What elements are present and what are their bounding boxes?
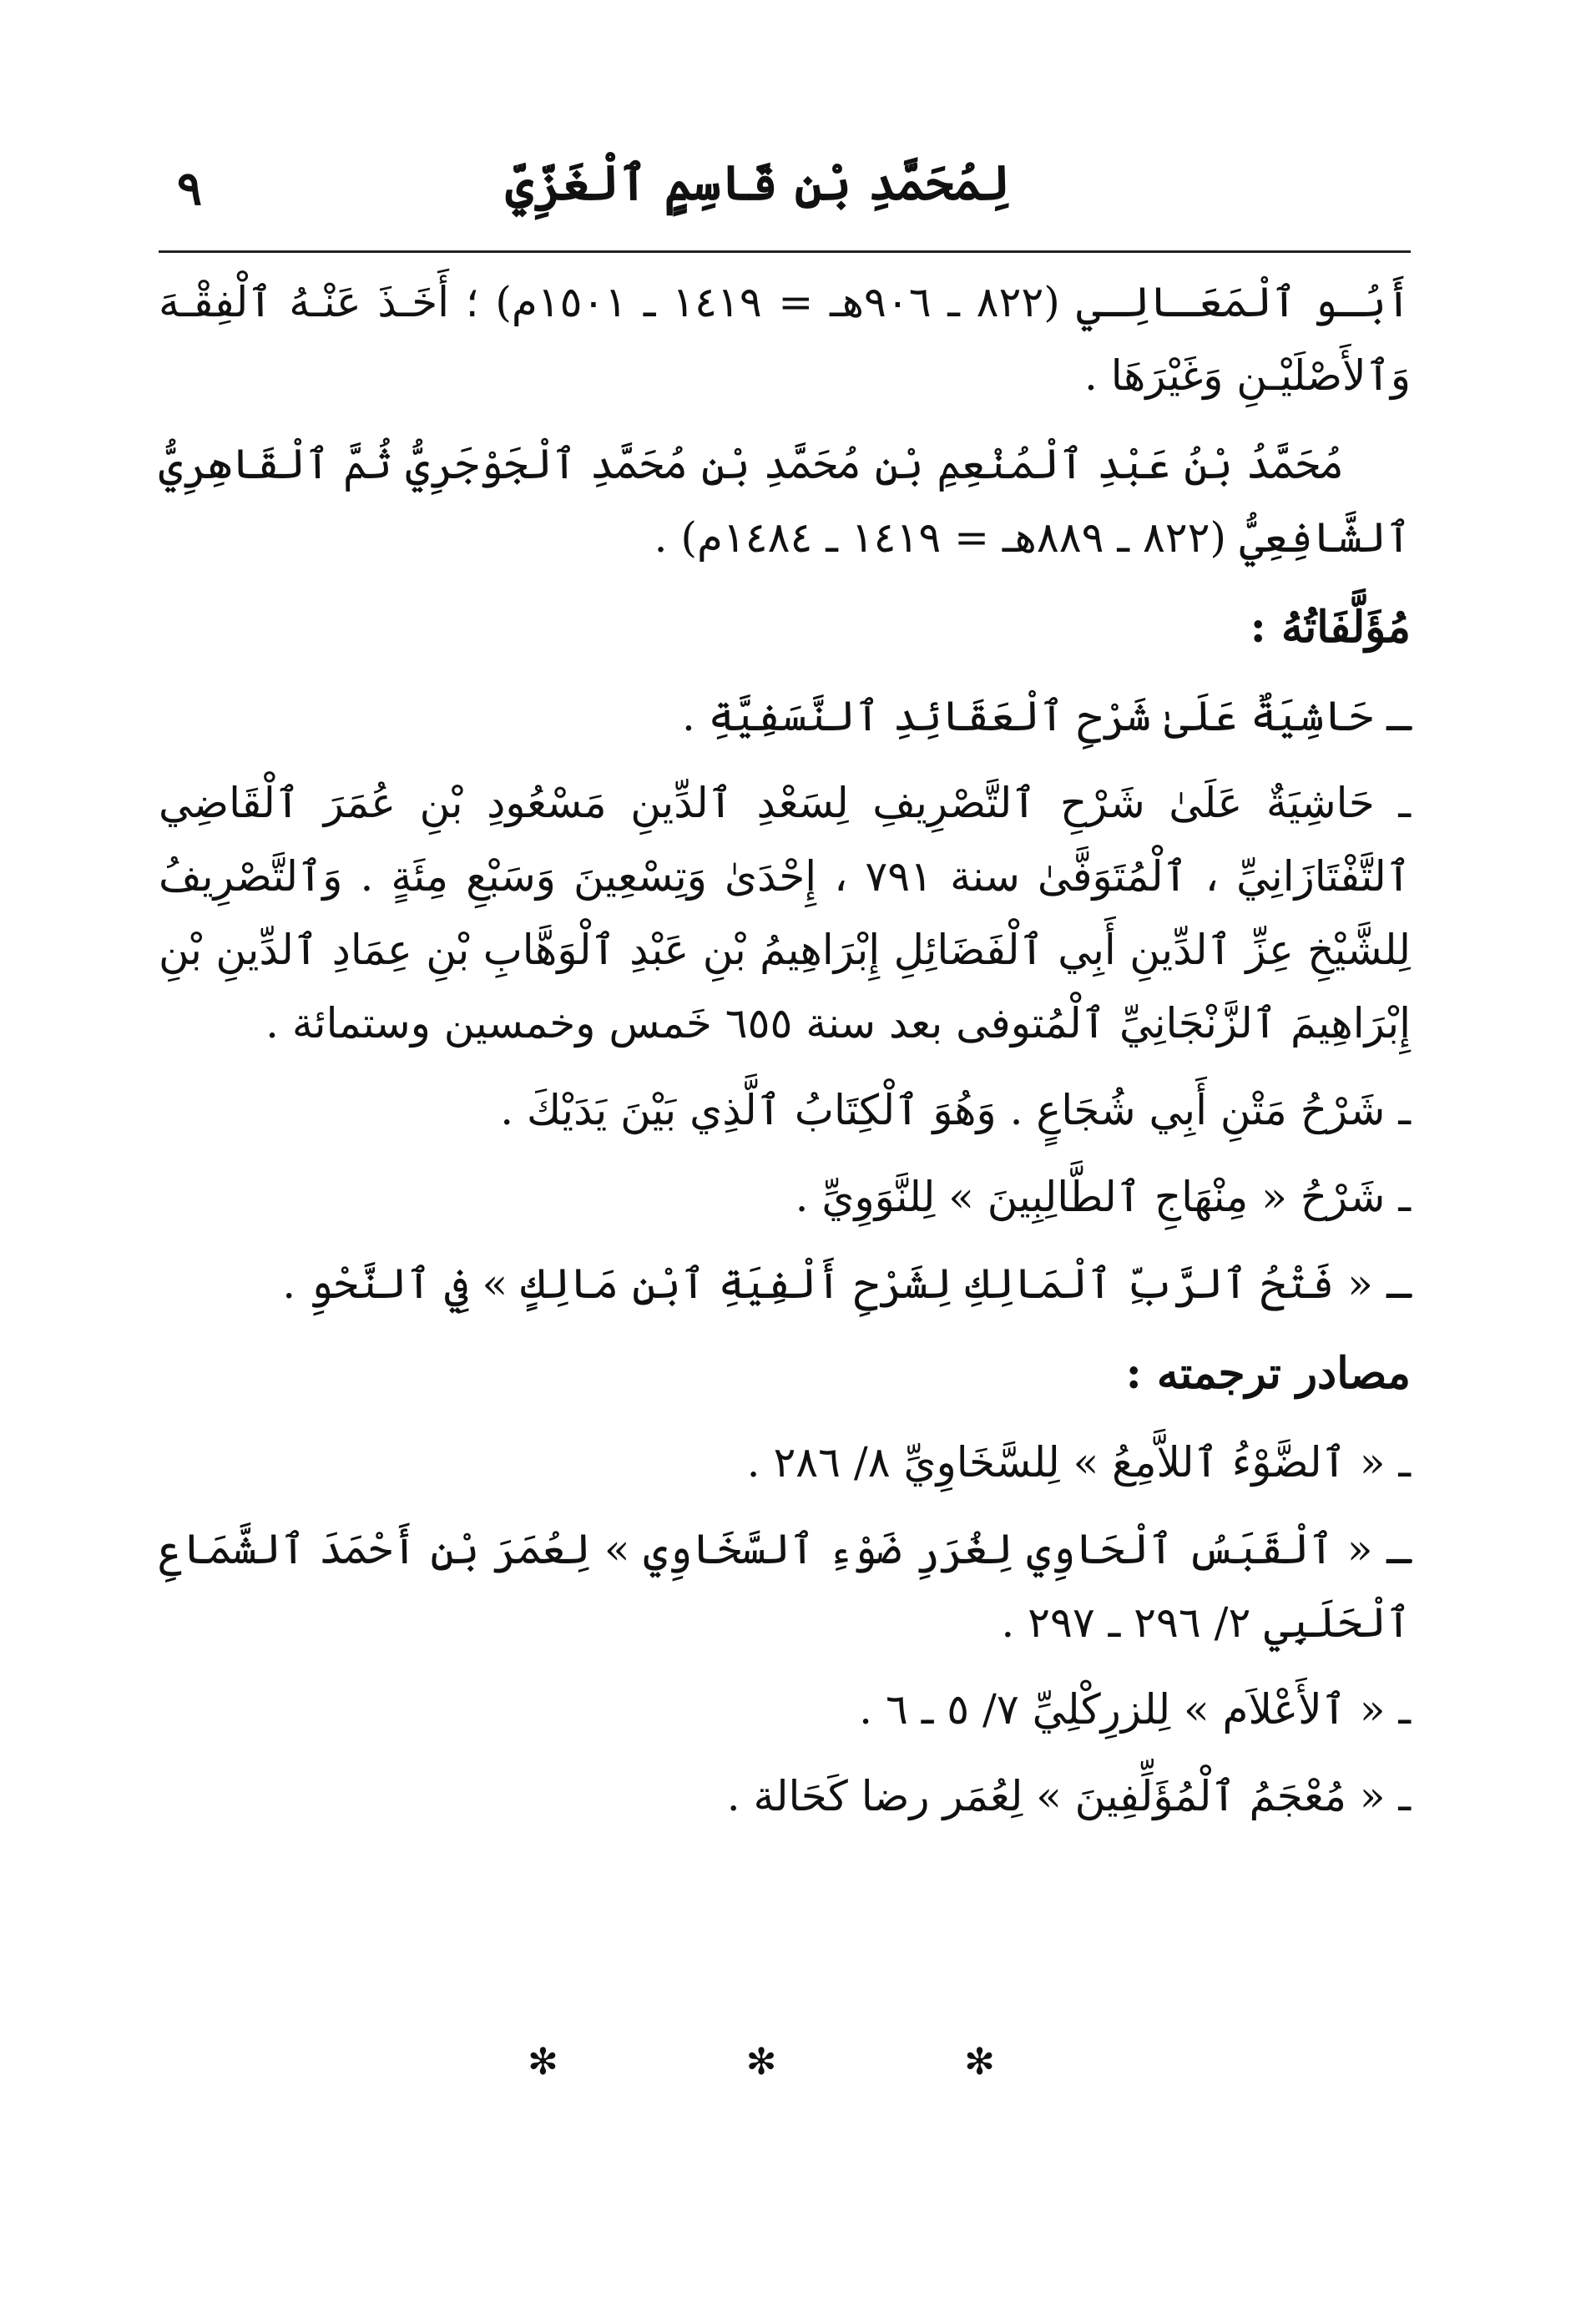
page-body xyxy=(159,265,1411,1846)
source-item: ـ « ٱلضَّوْءُ ٱللاَّمِعُ » لِلسَّخَاوِيِّ ٨/ ٢٨٦ . xyxy=(746,1438,1411,1487)
section-separator xyxy=(528,2041,995,2083)
source-item: ـ « ٱلأَعْلاَم » لِلزرِكْلِيِّ ٧/ ٥ ـ ٦ . xyxy=(859,1685,1411,1734)
running-title: لِمُحَمَّدِ بْنِ قَاسِمٍ ٱلْغَزِّيِّ xyxy=(505,154,1010,211)
works-item: ـ حَاشِيَةٌ عَلَىٰ شَرْحِ ٱلتَّصْرِيفِ لِسَعْدِ ٱلدِّينِ مَسْعُودِ بْنِ عُمَرَ ٱلْقَاضِي ٱلتَّفْتَازَانِيِّ ، ٱلْمُتَوَفَّىٰ سنة ٧٩١ ، إِحْدَىٰ وَتِسْعِينَ وَسَبْعِ مِئَةٍ . وَٱلتَّصْرِيفُ لِلشَّيْخِ عِزِّ ٱلدِّينِ أَبِي ٱلْفَضَائِلِ إِبْرَاهِيمُ بْنِ عَبْدِ ٱلْوَهَّابِ بْنِ عِمَادِ ٱلدِّينِ بْنِ إِبْرَاهِيمَ ٱلزَّنْجَانِيِّ ٱلْمُتوفى بعد سنة ٦٥٥ خَمس وخمسين وستمائة . xyxy=(159,779,1411,1048)
source-item: ـ « مُعْجَمُ ٱلْمُؤَلِّفِينَ » لِعُمَر رضا كَحَالة . xyxy=(726,1772,1411,1820)
works-item: ـ « فَتْحُ ٱلرَّبِّ ٱلْمَالِكِ لِشَرْحِ أَلْفِيَةِ ٱبْنِ مَالِكٍ » فِي ٱلنَّحْوِ . xyxy=(282,1260,1411,1308)
source-item: ـ « ٱلْقَبَسُ ٱلْحَاوِي لِغُرَرِ ضَوْءِ ٱلسَّخَاوِي » لِعُمَرَ بْنِ أَحْمَدَ ٱلشَّمَاعِ ٱلْحَلَبِي ٢/ ٢٩٦ ـ ٢٩٧ . xyxy=(159,1525,1411,1647)
sources-heading: مصادر ترجمته : xyxy=(1125,1348,1411,1399)
asterism-star-icon: ✻ xyxy=(528,2041,558,2083)
asterism-star-icon: ✻ xyxy=(745,2041,777,2083)
intro-paragraph-1: أَبُـو ٱلْمَعَـالِـي (٨٢٢ ـ ٩٠٦هـ = ١٤١٩ ـ ١٥٠١م) ؛ أَخَـذَ عَنْـهُ ٱلْفِقْـهَ وَٱلأَصْلَيْـنِ وَغَيْرَهَا . xyxy=(159,278,1412,400)
works-item: ـ شَرْحُ « مِنْهَاجِ ٱلطَّالِبِينَ » لِلنَّوَوِيِّ . xyxy=(795,1173,1411,1221)
works-item: ـ شَرْحُ مَتْنِ أَبِي شُجَاعٍ . وَهُوَ ٱلْكِتَابُ ٱلَّذِي بَيْنَ يَدَيْكَ . xyxy=(500,1086,1411,1134)
asterism-star-icon: ✻ xyxy=(964,2041,995,2083)
works-item: ـ حَاشِيَةٌ عَلَىٰ شَرْحِ ٱلْعَقَائِدِ ٱلنَّسَفِيَّةِ . xyxy=(682,692,1411,740)
works-heading: مُؤَلَّفَاتُهُ : xyxy=(1250,602,1411,653)
intro-paragraph-2: مُحَمَّدُ بْنُ عَبْدِ ٱلْمُنْعِمِ بْنِ مُحَمَّدِ بْنِ مُحَمَّدِ ٱلْجَوْجَرِيُّ ثُمَّ ٱلْقَاهِرِيُّ ٱلشَّافِعِيُّ (٨٢٢ ـ ٨٨٩هـ = ١٤١٩ ـ ١٤٨٤م) . xyxy=(159,440,1411,562)
page-number: ٩ xyxy=(177,161,203,216)
page-header xyxy=(159,146,1411,246)
header-divider xyxy=(159,250,1411,253)
